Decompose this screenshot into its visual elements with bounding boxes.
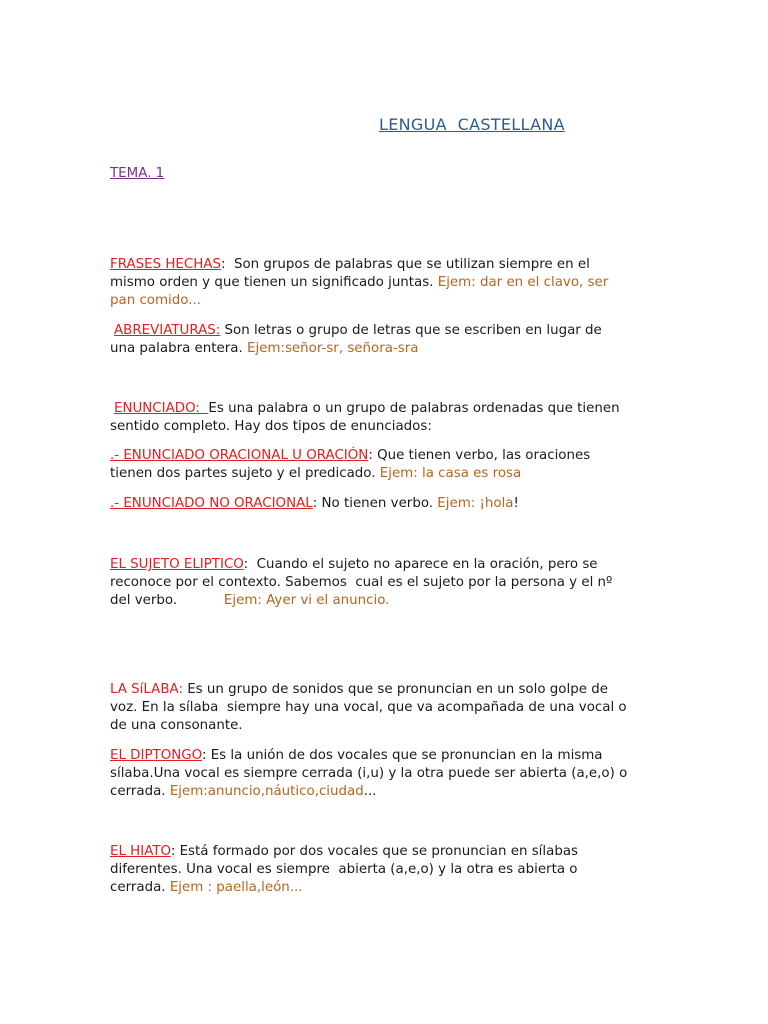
text: Es un grupo de sonidos que se pronuncian en un solo golpe de	[182, 682, 608, 697]
text: : Cuando el sujeto no aparece en la oración, pero se	[243, 557, 598, 572]
example-text: Ejem: ¡hola	[437, 496, 514, 511]
paragraph-enunciado	[114, 400, 674, 418]
text: Son letras o grupo de letras que se escriben en lugar de	[220, 323, 602, 338]
text: cerrada.	[110, 880, 170, 896]
term-enunciado-no-oracional: .- ENUNCIADO NO ORACIONAL	[110, 496, 313, 511]
paragraph-frases-hechas	[110, 256, 670, 311]
text: ...	[363, 784, 377, 800]
example-text: Ejem:anuncio,náutico,ciudad	[169, 784, 364, 800]
term-hiato: EL HIATO	[110, 844, 171, 859]
term-la-silaba: LA SíLABA:	[110, 682, 183, 697]
paragraph-sujeto-eliptico	[110, 556, 670, 611]
paragraph-enunciado-oracional	[110, 447, 670, 483]
text: diferentes. Una vocal es siempre abierta (a,e,o) y la otra es abierta o	[110, 862, 578, 878]
term-enunciado: ENUNCIADO:	[114, 401, 209, 416]
paragraph-abreviaturas	[114, 322, 674, 340]
text: : Es la unión de dos vocales que se pronuncian en la misma	[201, 748, 603, 763]
text: del verbo.	[110, 593, 224, 609]
example-text: Ejem: dar en el clavo, ser	[437, 275, 609, 291]
term-sujeto-eliptico: EL SUJETO ELIPTICO	[110, 557, 244, 572]
term-abreviaturas: ABREVIATURAS:	[114, 323, 221, 338]
example-text: Ejem:señor-sr, señora-sra	[246, 341, 419, 356]
paragraph-diptongo	[110, 747, 670, 802]
example-text: Ejem: Ayer vi el anuncio.	[223, 593, 390, 609]
page-title: LENGUA CASTELLANA	[379, 115, 565, 134]
paragraph-hiato	[110, 843, 670, 898]
paragraph-abreviaturas-cont	[110, 340, 670, 358]
text: sentido completo. Hay dos tipos de enunciados:	[110, 419, 432, 434]
example-text: Ejem : paella,león...	[169, 880, 303, 896]
paragraph-enunciado-no-oracional	[110, 495, 670, 513]
example-text: pan comido...	[110, 293, 201, 309]
text: mismo orden y que tienen un significado juntas.	[110, 275, 438, 291]
example-text: Ejem: la casa es rosa	[379, 466, 522, 482]
text: una palabra entera.	[110, 341, 247, 356]
text: : Está formado por dos vocales que se pronuncian en sílabas	[170, 844, 578, 859]
text: de una consonante.	[110, 718, 243, 734]
text: Es una palabra o un grupo de palabras ordenadas que tienen	[208, 401, 620, 416]
term-enunciado-oracional: .- ENUNCIADO ORACIONAL U ORACIÓN	[110, 448, 369, 463]
text: tienen dos partes sujeto y el predicado.	[110, 466, 380, 482]
paragraph-la-silaba	[110, 681, 670, 736]
text: : Son grupos de palabras que se utilizan siempre en el	[220, 257, 590, 272]
text: voz. En la sílaba siempre hay una vocal, que va acompañada de una vocal o	[110, 700, 627, 716]
paragraph-enunciado-cont	[110, 418, 670, 436]
text: reconoce por el contexto. Sabemos cual es el sujeto por la persona y el nº	[110, 575, 613, 591]
topic-heading: TEMA. 1	[110, 166, 165, 181]
term-diptongo: EL DIPTONGO	[110, 748, 202, 763]
text: sílaba.Una vocal es siempre cerrada (i,u) y la otra puede ser abierta (a,e,o) o	[110, 766, 628, 782]
text: !	[513, 496, 519, 511]
text: : No tienen verbo.	[312, 496, 438, 511]
text: : Que tienen verbo, las oraciones	[368, 448, 591, 463]
term-frases-hechas: FRASES HECHAS	[110, 257, 221, 272]
text: cerrada.	[110, 784, 170, 800]
